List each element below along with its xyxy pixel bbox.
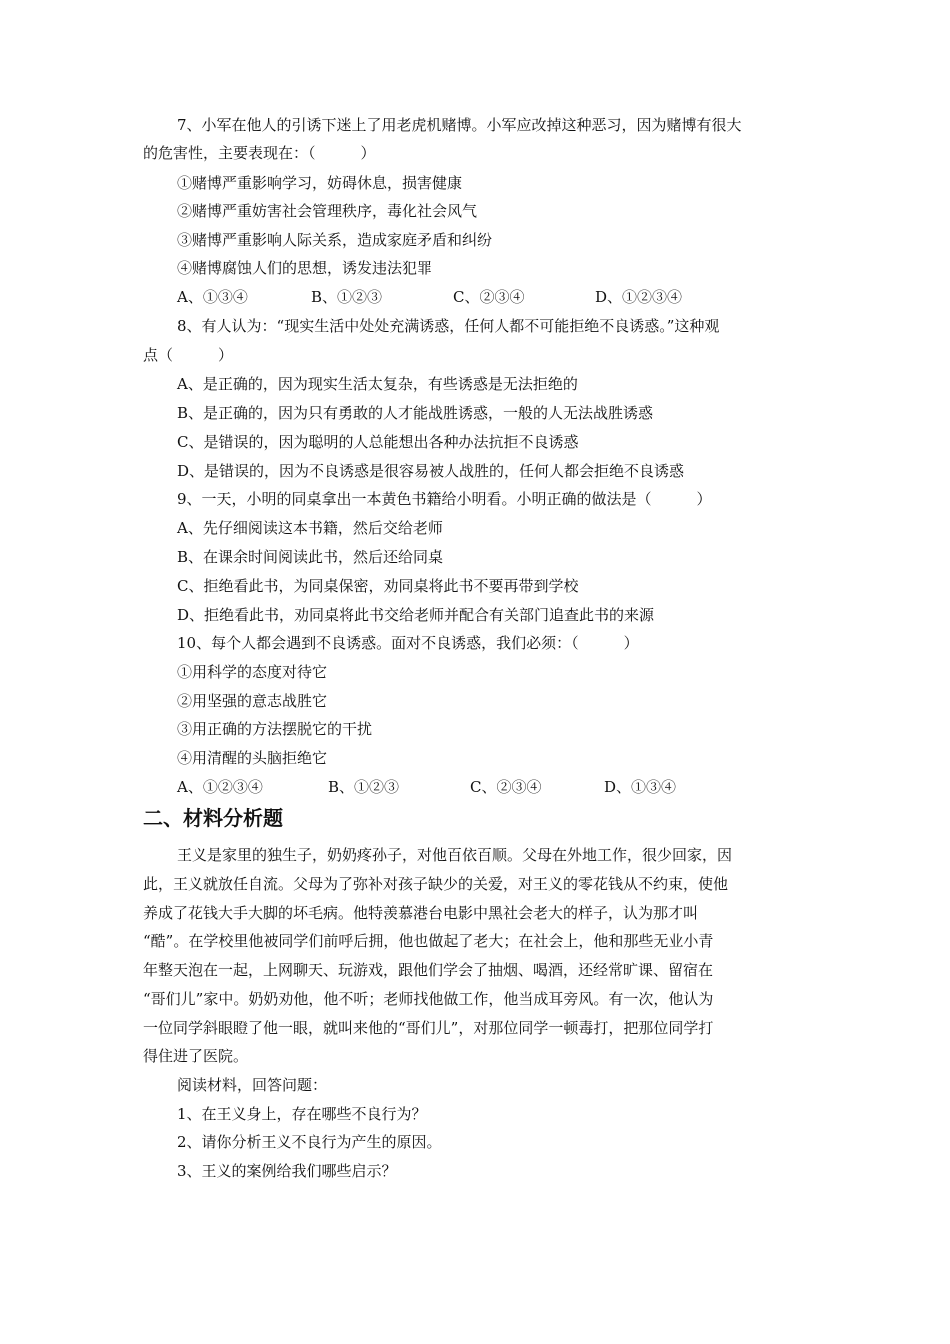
q8-line2: 点（ ） xyxy=(143,346,234,364)
q10-item-4: ④用清醒的头脑拒绝它 xyxy=(177,749,328,767)
q9-option-b: B、在课余时间阅读此书，然后还给同桌 xyxy=(177,548,444,566)
material-line: “哥们儿”家中。奶奶劝他，他不听；老师找他做工作，他当成耳旁风。有一次，他认为 xyxy=(143,990,714,1008)
q10-option-d: D、①③④ xyxy=(604,778,677,796)
q8-option-d: D、是错误的，因为不良诱惑是很容易被人战胜的，任何人都会拒绝不良诱惑 xyxy=(177,462,685,480)
material-line: 养成了花钱大手大脚的坏毛病。他特羡慕港台电影中黑社会老大的样子，认为那才叫 xyxy=(143,904,699,922)
q10-item-1: ①用科学的态度对待它 xyxy=(177,663,328,681)
q10-item-2: ②用坚强的意志战胜它 xyxy=(177,692,328,710)
q8-line1: 8、有人认为：“现实生活中处处充满诱惑，任何人都不可能拒绝不良诱惑。”这种观 xyxy=(177,317,720,335)
q9-line1: 9、一天，小明的同桌拿出一本黄色书籍给小明看。小明正确的做法是（ ） xyxy=(177,490,712,508)
material-line: 王义是家里的独生子，奶奶疼孙子，对他百依百顺。父母在外地工作，很少回家，因 xyxy=(177,846,733,864)
q10-item-3: ③用正确的方法摆脱它的干扰 xyxy=(177,720,373,738)
q7-item-2: ②赌博严重妨害社会管理秩序，毒化社会风气 xyxy=(177,202,478,220)
material-line: 一位同学斜眼瞪了他一眼，就叫来他的“哥们儿”，对那位同学一顿毒打，把那位同学打 xyxy=(143,1019,714,1037)
q7-line2: 的危害性，主要表现在：（ ） xyxy=(143,144,376,162)
q10-option-c: C、②③④ xyxy=(470,778,542,796)
analysis-question-2: 2、请你分析王义不良行为产生的原因。 xyxy=(177,1133,442,1151)
q10-option-a: A、①②③④ xyxy=(177,778,263,796)
q9-option-a: A、先仔细阅读这本书籍，然后交给老师 xyxy=(177,519,443,537)
q9-option-d: D、拒绝看此书，劝同桌将此书交给老师并配合有关部门追查此书的来源 xyxy=(177,606,655,624)
q7-option-a: A、①③④ xyxy=(177,288,248,306)
q8-option-c: C、是错误的，因为聪明的人总能想出各种办法抗拒不良诱惑 xyxy=(177,433,579,451)
material-line: “酷”。在学校里他被同学们前呼后拥，他也做起了老大；在社会上，他和那些无业小青 xyxy=(143,932,714,950)
section2-heading: 二、材料分析题 xyxy=(143,806,283,830)
q7-option-b: B、①②③ xyxy=(311,288,383,306)
material-line: 年整天泡在一起，上网聊天、玩游戏，跟他们学会了抽烟、喝酒，还经常旷课、留宿在 xyxy=(143,961,714,979)
q10-line1: 10、每个人都会遇到不良诱惑。面对不良诱惑，我们必须：（ ） xyxy=(177,634,639,652)
analysis-question-3: 3、王义的案例给我们哪些启示？ xyxy=(177,1162,397,1180)
analysis-question-1: 1、在王义身上，存在哪些不良行为？ xyxy=(177,1105,427,1123)
q7-item-4: ④赌博腐蚀人们的思想，诱发违法犯罪 xyxy=(177,259,433,277)
q7-line1: 7、小军在他人的引诱下迷上了用老虎机赌博。小军应改掉这种恶习，因为赌博有很大 xyxy=(177,116,742,134)
q8-option-b: B、是正确的，因为只有勇敢的人才能战胜诱惑，一般的人无法战胜诱惑 xyxy=(177,404,654,422)
q7-option-d: D、①②③④ xyxy=(595,288,683,306)
material-line: 此，王义就放任自流。父母为了弥补对孩子缺少的关爱，对王义的零花钱从不约束，使他 xyxy=(143,875,729,893)
q7-item-1: ①赌博严重影响学习，妨碍休息，损害健康 xyxy=(177,174,463,192)
material-line: 得住进了医院。 xyxy=(143,1047,249,1065)
q7-item-3: ③赌博严重影响人际关系，造成家庭矛盾和纠纷 xyxy=(177,231,493,249)
q7-option-c: C、②③④ xyxy=(453,288,525,306)
q10-option-b: B、①②③ xyxy=(328,778,400,796)
q8-option-a: A、是正确的，因为现实生活太复杂，有些诱惑是无法拒绝的 xyxy=(177,375,578,393)
analysis-prompt: 阅读材料，回答问题： xyxy=(177,1076,328,1094)
q9-option-c: C、拒绝看此书，为同桌保密，劝同桌将此书不要再带到学校 xyxy=(177,577,579,595)
